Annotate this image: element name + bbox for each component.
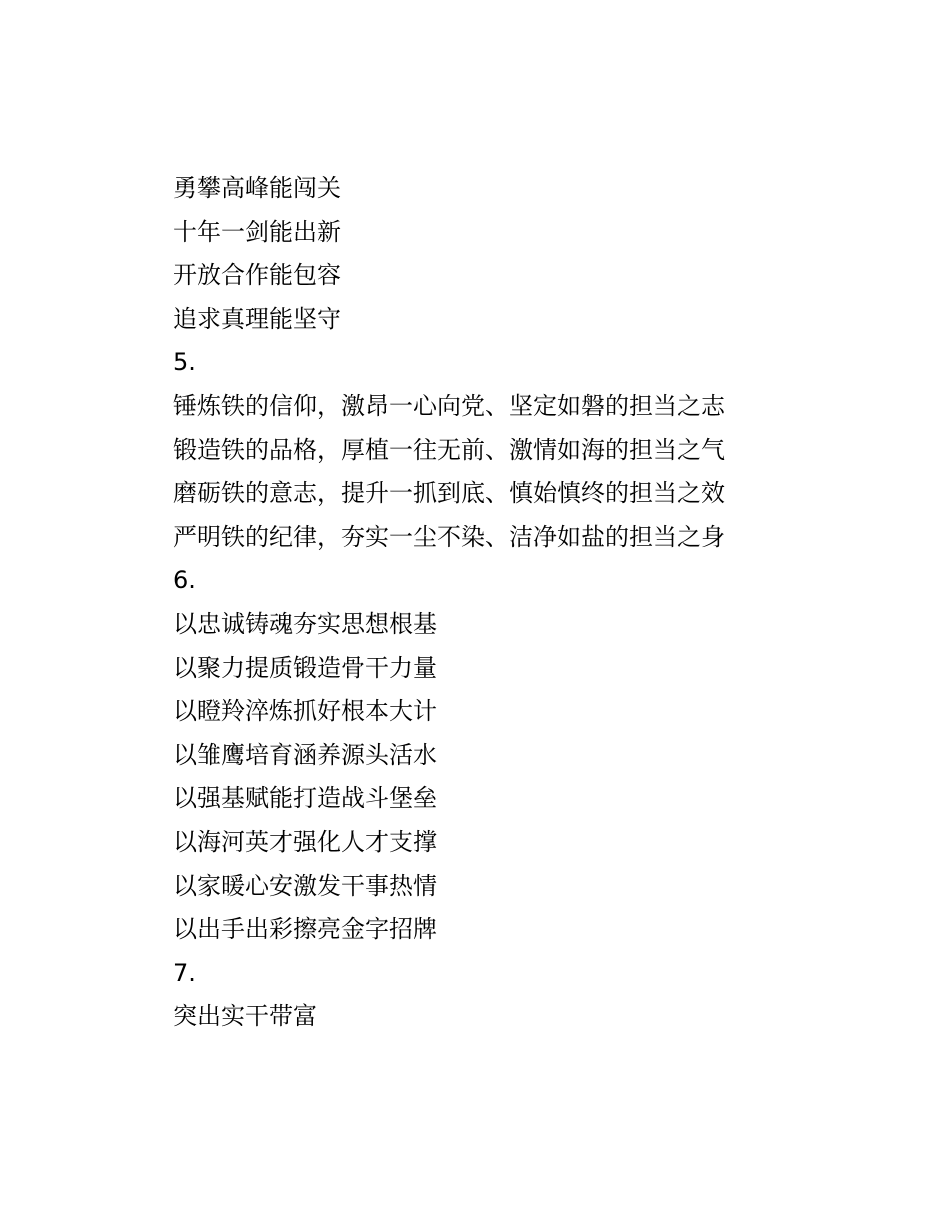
text-line: 开放合作能包容 (173, 261, 341, 290)
text-line: 十年一剑能出新 (173, 217, 341, 246)
text-line: 追求真理能坚守 (173, 304, 341, 333)
text-line: 磨砺铁的意志，提升一抓到底、慎始慎终的担当之效 (173, 479, 725, 508)
text-line: 突出实干带富 (173, 1002, 317, 1031)
section-number: 7. (173, 958, 196, 987)
text-line: 以家暖心安激发干事热情 (173, 871, 437, 900)
text-line: 勇攀高峰能闯关 (173, 174, 341, 202)
text-line: 以聚力提质锻造骨干力量 (173, 653, 437, 682)
text-line: 以强基赋能打造战斗堡垒 (173, 784, 437, 813)
text-line: 以忠诚铸魂夯实思想根基 (173, 609, 437, 638)
text-line: 以出手出彩擦亮金字招牌 (173, 915, 437, 944)
text-line: 锤炼铁的信仰，激昂一心向党、坚定如磐的担当之志 (173, 391, 725, 420)
document-body (173, 167, 873, 1039)
text-line: 锻造铁的品格，厚植一往无前、激情如海的担当之气 (173, 435, 725, 464)
text-line: 以雏鹰培育涵养源头活水 (173, 740, 437, 769)
section-number: 5. (173, 348, 196, 377)
text-line: 以海河英才强化人才支撑 (173, 827, 437, 856)
section-number: 6. (173, 566, 196, 595)
text-line: 以瞪羚淬炼抓好根本大计 (173, 697, 437, 726)
text-line: 严明铁的纪律，夯实一尘不染、洁净如盐的担当之身 (173, 522, 725, 551)
